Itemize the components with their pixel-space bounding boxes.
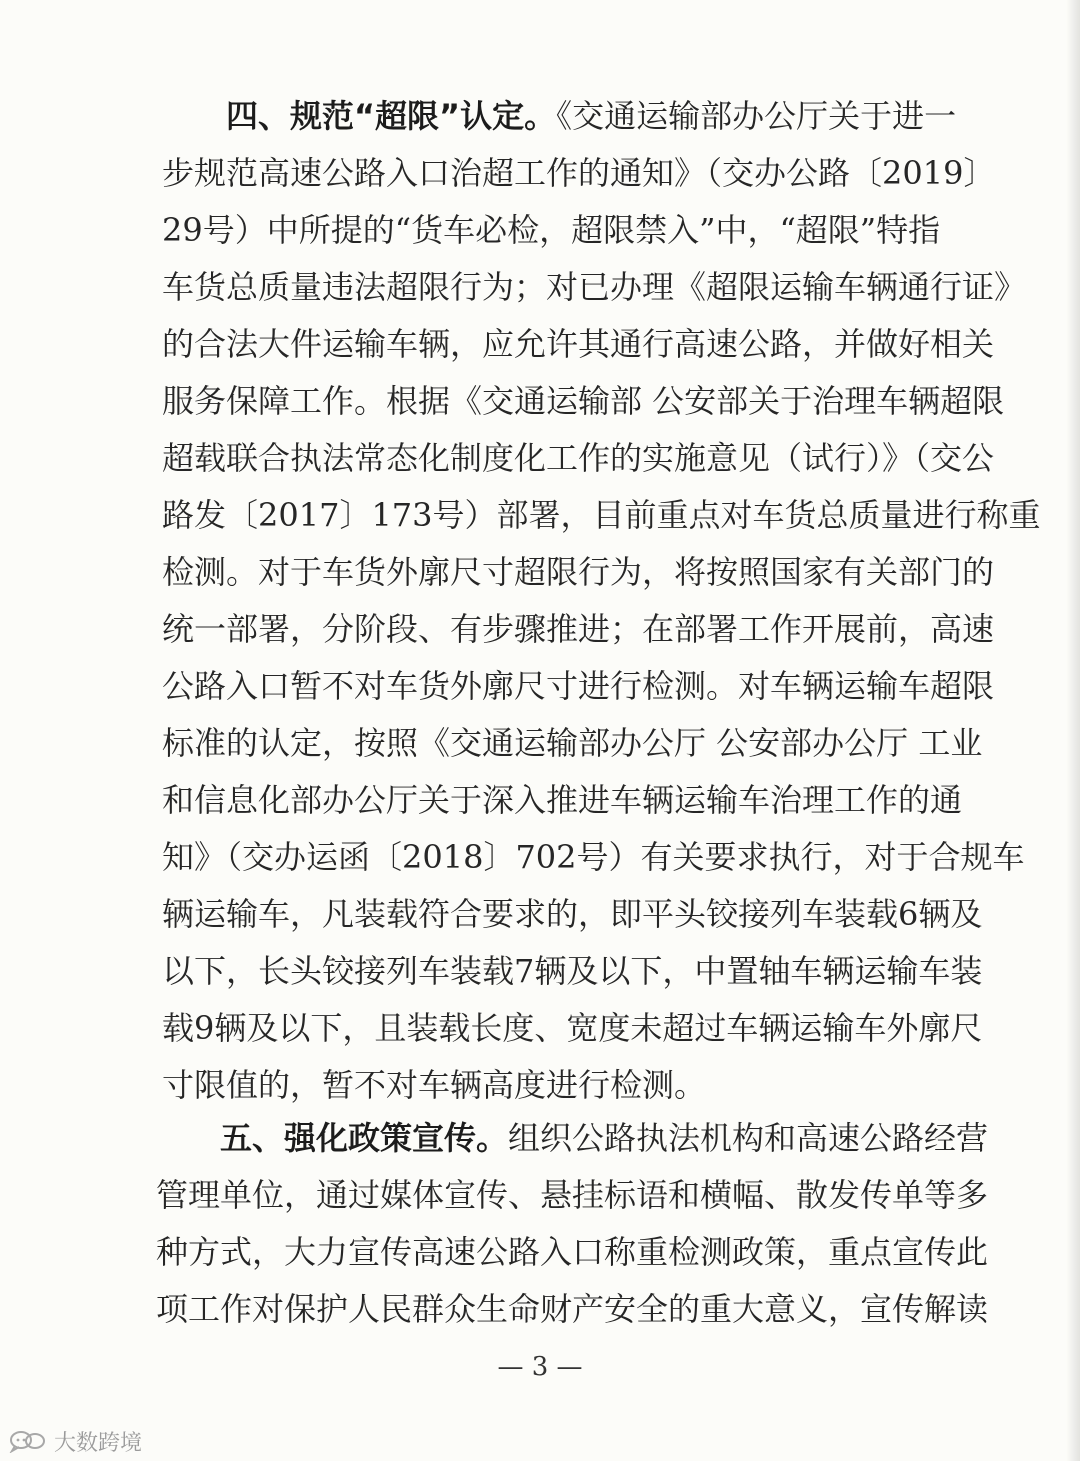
page-number: — 3 — [497, 1352, 583, 1382]
page-edge-shadow [1066, 0, 1080, 1461]
paragraph-4-line-6: 服务保障工作。根据《交通运输部 公安部关于治理车辆超限 [162, 382, 1005, 420]
paragraph-4-line-14: 知》（交办运函〔2018〕702号）有关要求执行，对于合规车 [162, 838, 1025, 876]
paragraph-4-line-16: 以下，长头铰接列车装载7辆及以下，中置轴车辆运输车装 [162, 952, 983, 990]
watermark [8, 1424, 142, 1458]
paragraph-5-line-1-text: 组织公路执法机构和高速公路经营 [508, 1119, 989, 1157]
paragraph-4-line-15: 辆运输车，凡装载符合要求的，即平头铰接列车装载6辆及 [162, 895, 983, 933]
paragraph-4-line-4: 车货总质量违法超限行为；对已办理《超限运输车辆通行证》 [162, 268, 1027, 306]
paragraph-4-line-8: 路发〔2017〕173号）部署，目前重点对车货总质量进行称重 [162, 496, 1041, 534]
paragraph-4-line-12: 标准的认定，按照《交通运输部办公厅 公安部办公厅 工业 [162, 724, 983, 762]
chat-bubble-logo-icon [8, 1429, 48, 1453]
paragraph-4 [162, 88, 1041, 1114]
paragraph-4-line-13: 和信息化部办公厅关于深入推进车辆运输车治理工作的通 [162, 781, 963, 819]
paragraph-4-line-1-text: 《交通运输部办公厅关于进一 [556, 97, 957, 135]
paragraph-5-heading: 五、强化政策宣传。 [220, 1119, 509, 1157]
paragraph-4-line-5: 的合法大件运输车辆，应允许其通行高速公路，并做好相关 [162, 325, 995, 363]
paragraph-4-line-2: 步规范高速公路入口治超工作的通知》（交办公路〔2019〕 [162, 154, 996, 192]
paragraph-4-line-18: 寸限值的，暂不对车辆高度进行检测。 [162, 1066, 707, 1104]
paragraph-4-line-1 [162, 88, 957, 145]
paragraph-4-line-11: 公路入口暂不对车货外廓尺寸进行检测。对车辆运输车超限 [162, 667, 995, 705]
paragraph-5 [156, 1110, 989, 1338]
paragraph-4-heading: 四、规范“超限”认定。 [226, 97, 557, 135]
paragraph-4-line-7: 超载联合执法常态化制度化工作的实施意见（试行）》（交公 [162, 439, 995, 477]
paragraph-5-line-4: 项工作对保护人民群众生命财产安全的重大意义，宣传解读 [156, 1290, 989, 1328]
paragraph-5-line-1 [156, 1110, 989, 1167]
paragraph-4-line-3: 29号）中所提的“货车必检，超限禁入”中，“超限”特指 [162, 211, 941, 249]
watermark-text: 大数跨境 [54, 1430, 143, 1456]
paragraph-4-line-10: 统一部署，分阶段、有步骤推进；在部署工作开展前，高速 [162, 610, 995, 648]
paragraph-5-line-2: 管理单位，通过媒体宣传、悬挂标语和横幅、散发传单等多 [156, 1176, 989, 1214]
paragraph-5-line-3: 种方式，大力宣传高速公路入口称重检测政策，重点宣传此 [156, 1233, 989, 1271]
paragraph-4-line-17: 载9辆及以下，且装载长度、宽度未超过车辆运输车外廓尺 [162, 1009, 983, 1047]
paragraph-4-line-9: 检测。对于车货外廓尺寸超限行为，将按照国家有关部门的 [162, 553, 995, 591]
